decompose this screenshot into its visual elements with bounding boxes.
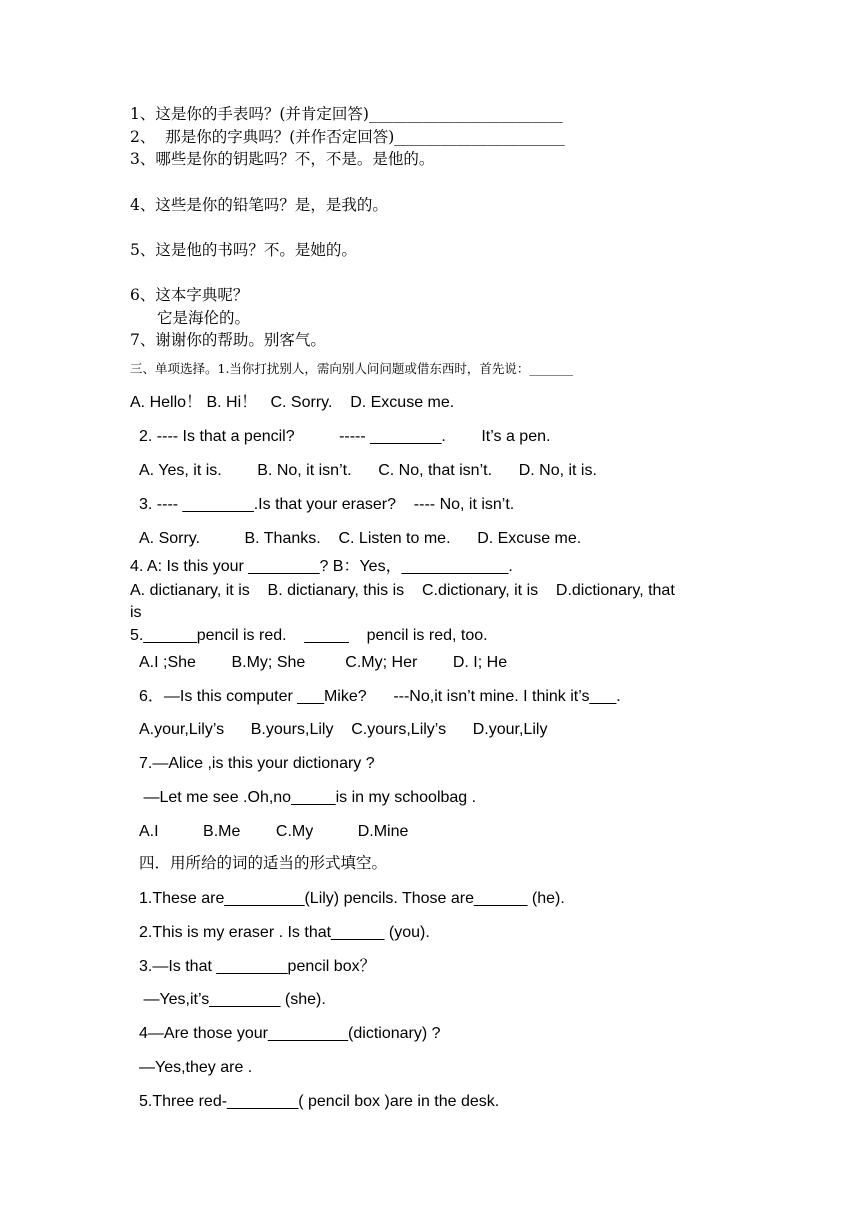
choice-q7-options: A.I B.Me C.My D.Mine [139, 823, 409, 840]
choice-q7-reply: —Let me see .Oh,no_____is in my schoolbag . [139, 789, 477, 806]
fill-question-1: 1.These are_________(Lily) pencils. Those are______ (he). [139, 890, 565, 907]
choice-q5-stem: 5.______pencil is red. _____ pencil is red, too. [130, 627, 488, 644]
choice-q5-options: A.I ;She B.My; She C.My; Her D. I; He [139, 654, 508, 671]
translation-question-6-answer: 它是海伦的。 [157, 309, 251, 327]
choice-q3-options: A. Sorry. B. Thanks. C. Listen to me. D. Excuse me. [139, 530, 582, 547]
translation-question-2: 2、 那是你的字典吗？(并作否定回答)______________________ [130, 128, 565, 146]
fill-question-3: 3.—Is that ________pencil box？ [139, 958, 376, 975]
choice-section-heading: 三、单项选择。1.当你打扰别人，需向别人问问题或借东西时，首先说：_______ [130, 361, 574, 376]
translation-question-5: 5、这是他的书吗？不。是她的。 [130, 241, 357, 259]
choice-q4-options-continued: is [130, 604, 142, 621]
choice-q4-stem: 4. A: Is this your ________? B：Yes，____________. [130, 558, 513, 575]
choice-q6-options: A.your,Lily’s B.yours,Lily C.yours,Lily’s D.your,Lily [139, 721, 548, 738]
fill-section-heading: 四．用所给的词的适当的形式填空。 [139, 854, 388, 872]
fill-question-4-reply: —Yes,they are . [139, 1059, 253, 1076]
choice-q2-stem: 2. ---- Is that a pencil? ----- ________. It’s a pen. [139, 428, 551, 445]
translation-question-6: 6、这本字典呢？ [130, 286, 249, 304]
fill-question-3-reply: —Yes,it’s________ (she). [139, 991, 326, 1008]
fill-question-4: 4—Are those your_________(dictionary) ? [139, 1025, 441, 1042]
choice-q2-options: A. Yes, it is. B. No, it isn’t. C. No, that isn’t. D. No, it is. [139, 462, 597, 479]
translation-question-4: 4、这些是你的铅笔吗？是，是我的。 [130, 196, 388, 214]
choice-q1-options: A. Hello！ B. Hi！ C. Sorry. D. Excuse me. [130, 394, 455, 411]
choice-q6-stem: 6．—Is this computer ___Mike? ---No,it isn’t mine. I think it’s___. [139, 688, 621, 705]
fill-question-2: 2.This is my eraser . Is that______ (you). [139, 924, 430, 941]
choice-q3-stem: 3. ---- ________.Is that your eraser? ---- No, it isn’t. [139, 496, 515, 513]
translation-question-3: 3、哪些是你的钥匙吗？不，不是。是他的。 [130, 150, 435, 168]
fill-question-5: 5.Three red-________( pencil box )are in the desk. [139, 1093, 500, 1110]
translation-question-1: 1、这是你的手表吗？(并肯定回答)_________________________ [130, 105, 563, 123]
choice-q4-options: A. dictianary, it is B. dictianary, this is C.dictionary, it is D.dictionary, that [130, 582, 675, 599]
translation-question-7: 7、谢谢你的帮助。别客气。 [130, 331, 326, 349]
choice-q7-stem: 7.—Alice ,is this your dictionary ? [139, 755, 375, 772]
